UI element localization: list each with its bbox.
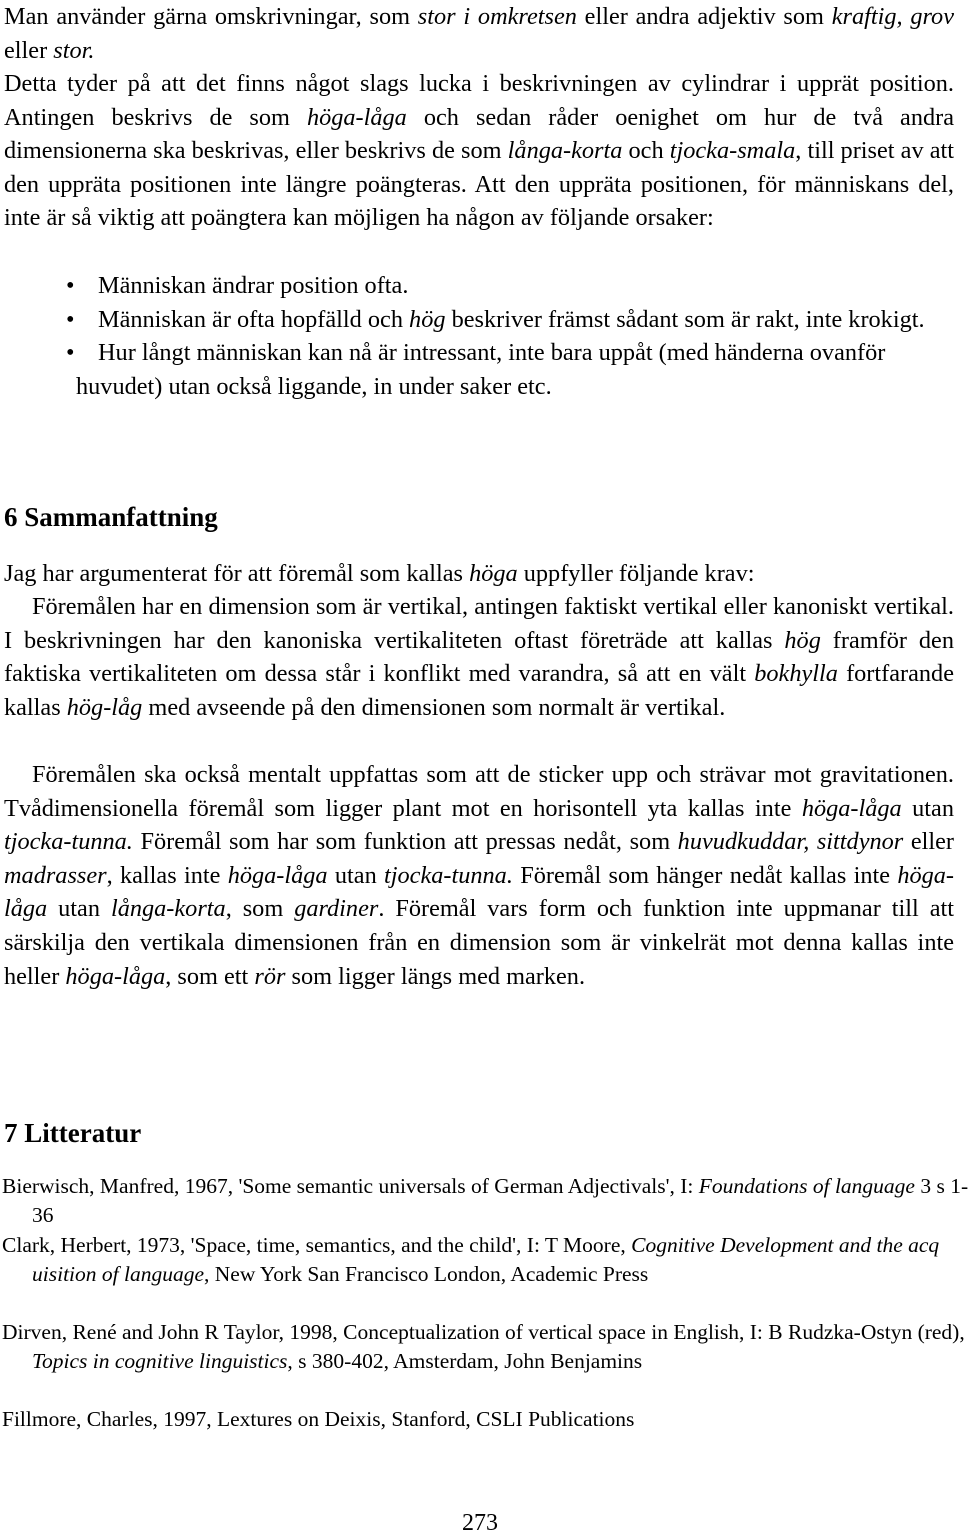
- italic-term: höga-låga: [306, 103, 407, 131]
- italic-term: bokhylla: [754, 660, 838, 688]
- italic-term: höga-låga: [4, 861, 955, 923]
- list-item-text: Människan är ofta hopfälld och hög beskriver främst sådant som är rakt, inte krokigt.: [98, 305, 925, 333]
- list-item-text: Människan ändrar position ofta.: [98, 272, 409, 299]
- italic-term: Cognitive Development and the acq uisition of language: [32, 1233, 940, 1286]
- italic-term: tjocka-tunna.: [384, 861, 513, 889]
- reference-entry: Dirven, René and John R Taylor, 1998, Conceptualization of vertical space in English, I: B Rudzka-Ostyn (red), Topics in cognitive linguistics, s 380-402, Amsterdam, John Benjamins: [2, 1320, 965, 1373]
- italic-term: huvudkuddar, sittdynor: [677, 828, 904, 856]
- list-item: [0, 303, 956, 337]
- italic-term: tjocka-smala: [669, 137, 796, 165]
- italic-term: långa-korta: [110, 895, 226, 923]
- summary-paragraph-3: Föremålen ska också mentalt uppfattas som att de sticker upp och strävar mot gravitationen. Tvådimensionella föremål som ligger plant mot en horisontell yta kallas inte höga-låga utan tjocka-tunna. Föremål som har som funktion att pressas nedåt, som huvudkuddar, sittdynor eller madrasser, kallas inte höga-låga utan tjocka-tunna. Föremål som hänger nedåt kallas inte höga-låga utan långa-korta, som gardiner. Föremål vars form och funktion inte uppmanar till att särskilja den vertikala dimensionen från en dimension som är vinkelrät mot denna kallas inte heller höga-låga, som ett rör som ligger längs med marken.: [4, 761, 955, 990]
- italic-term: höga: [469, 560, 518, 587]
- intro-paragraph-1: Man använder gärna omskrivningar, som stor i omkretsen eller andra adjektiv som kraftig, grov eller stor.: [4, 3, 954, 64]
- intro-paragraph-2: Detta tyder på att det finns något slags lucka i beskrivningen av cylindrar i upprät position. Antingen beskrivs de som höga-låga och sedan råder oenighet om hur de två andra dimensionerna ska beskrivas, eller beskrivs de som långa-korta och tjocka-smala, till priset av att den uppräta positionen inte längre poängteras. Att den uppräta positionen, för människans del, inte är så viktig att poängtera kan möjligen ha någon av följande orsaker:: [4, 70, 955, 232]
- italic-term: Foundations of language: [698, 1174, 915, 1198]
- page-number: 273: [462, 1510, 498, 1536]
- bullet-marker: •: [66, 305, 75, 333]
- section-heading-literature: 7 Litteratur: [4, 1118, 142, 1148]
- summary-paragraph-1: Jag har argumenterat för att föremål som kallas höga uppfyller följande krav:: [4, 560, 755, 587]
- reference-entry: Clark, Herbert, 1973, 'Space, time, semantics, and the child', I: T Moore, Cognitive Development and the acq uisition of language, New York San Francisco London, Academic Press: [2, 1233, 940, 1286]
- italic-term: höga-låga: [801, 794, 902, 822]
- italic-term: höga-låga: [227, 861, 328, 889]
- list-item: [0, 336, 956, 403]
- italic-term: långa-korta: [507, 137, 623, 165]
- italic-term: hög: [409, 305, 446, 333]
- list-item-text: Hur långt människan kan nå är intressant, inte bara uppåt (med händerna ovanför huvudet) utan också liggande, in under saker etc.: [76, 339, 886, 400]
- italic-term: gardiner: [294, 895, 379, 923]
- italic-term: hög-låg: [66, 693, 143, 721]
- italic-term: höga-låga: [65, 962, 166, 990]
- italic-term: madrasser: [4, 861, 107, 889]
- italic-term: rör: [254, 962, 286, 990]
- italic-term: stor i omkretsen: [417, 3, 577, 30]
- section-heading-summary: 6 Sammanfattning: [4, 502, 218, 532]
- list-item: [0, 269, 956, 303]
- reason-list: [0, 269, 960, 403]
- bullet-marker: •: [66, 272, 75, 299]
- reference-entry: Fillmore, Charles, 1997, Lextures on Deixis, Stanford, CSLI Publications: [2, 1407, 635, 1431]
- bullet-marker: •: [66, 339, 75, 367]
- summary-paragraph-2: Föremålen har en dimension som är vertikal, antingen faktiskt vertikal eller kanoniskt vertikal. I beskrivningen har den kanoniska vertikaliteten oftast företräde att kallas hög framför den faktiska vertikaliteten om dessa står i konflikt med varandra, så att en vält bokhylla fortfarande kallas hög-låg med avseende på den dimensionen som normalt är vertikal.: [4, 593, 954, 721]
- italic-term: tjocka-tunna.: [4, 828, 133, 856]
- italic-term: kraftig, grov: [831, 3, 954, 30]
- italic-term: hög: [784, 626, 821, 654]
- italic-term: Topics in cognitive linguistics: [32, 1349, 288, 1373]
- italic-term: stor.: [53, 36, 95, 64]
- reference-entry: Bierwisch, Manfred, 1967, 'Some semantic universals of German Adjectivals', I: Foundations of language 3 s 1-36: [2, 1174, 969, 1227]
